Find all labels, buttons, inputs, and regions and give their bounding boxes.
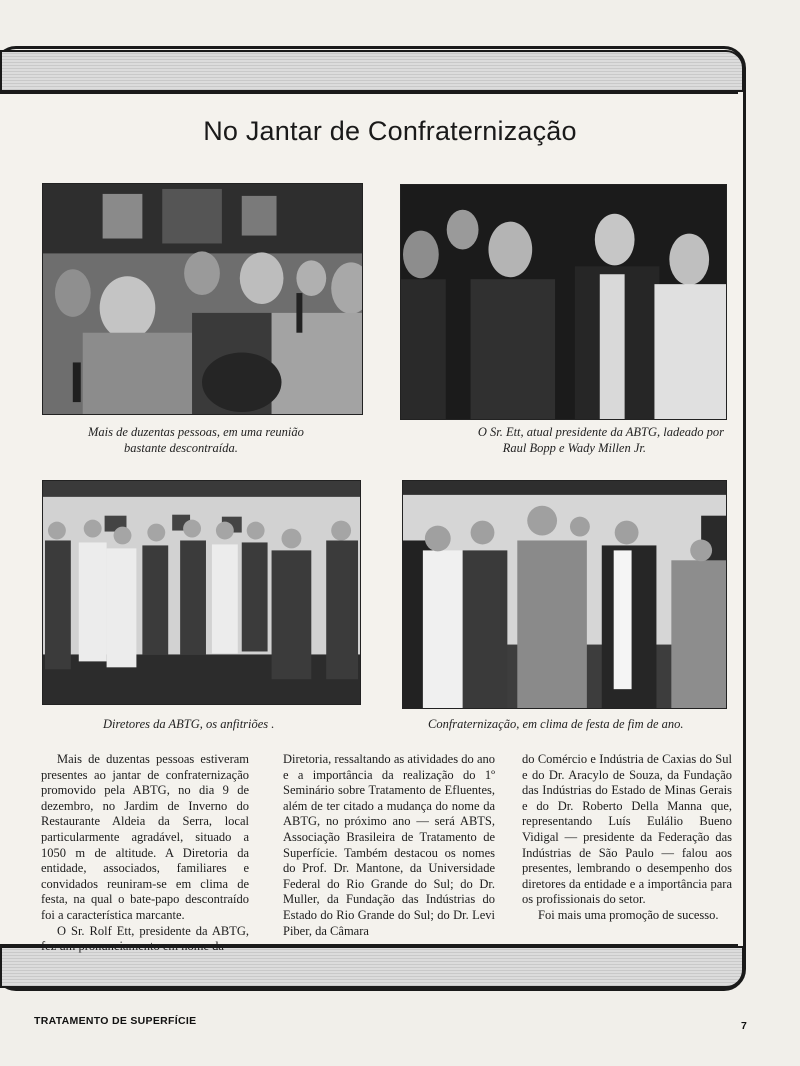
article-column-2 [283, 752, 495, 939]
photo2-caption-line2: Raul Bopp e Wady Millen Jr. [502, 441, 646, 455]
top-band-rule [0, 92, 738, 94]
col3-paragraph-2: Foi mais uma promoção de sucesso. [538, 907, 719, 922]
photo2-caption [414, 424, 724, 456]
photo-party-group [402, 480, 727, 709]
col1-paragraph-1: Mais de duzentas pessoas estiveram presentes ao jantar de confraternização promovido pela ABTG, no dia 9 de dezembro, no Jardim de Inverno do Restaurante Aldeia da Serra, local particularmente agradável, situado a 1050 m de altitude. A Diretoria da entidade, associados, familiares e convidados reuniram-se em clima de festa, na qual o bate-papo descontraído foi a característica marcante. [41, 752, 249, 922]
photo-president-ett [400, 184, 727, 420]
photo2-caption-line1: O Sr. Ett, atual presidente da ABTG, ladeado por [477, 425, 724, 439]
photo1-caption-line2: bastante descontraída. [124, 441, 238, 455]
photo-crowd-dinner [42, 183, 363, 415]
article-column-3 [522, 752, 732, 924]
footer-section-title: TRATAMENTO DE SUPERFÍCIE [34, 1015, 197, 1027]
article-column-1 [41, 752, 249, 955]
page-title: No Jantar de Confraternização [203, 116, 577, 146]
col1-paragraph-2: O Sr. Rolf Ett, presidente da ABTG, fez um pronunciamento em nome da [41, 923, 249, 954]
col2-paragraph-1: Diretoria, ressaltando as atividades do ano e a importância da realização do 1º Seminário sobre Tratamento de Efluentes, além de ter citado a mudança do nome da ABTG, no próximo ano — será ABTS, Associação Brasileira de Tratamento de Superfície. Também destacou os nomes do Prof. Dr. Mantone, da Universidade Federal do Rio Grande do Sul; do Dr. Muller, da Fundação das Indústrias do Estado do Rio Grande do Sul; do Dr. Levi Piber, da Câmara [283, 752, 495, 938]
photo-directors [42, 480, 361, 705]
photo4-caption: Confraternização, em clima de festa de fim de ano. [428, 717, 684, 731]
photo1-caption [88, 424, 338, 456]
photo1-caption-line1: Mais de duzentas pessoas, em uma reunião [88, 425, 304, 439]
col3-paragraph-1: do Comércio e Indústria de Caxias do Sul e do Dr. Aracylo de Souza, da Fundação das Indústrias do Estado de Minas Gerais e do Dr. Roberto Della Manna que, representando Luís Eulálio Bueno Vidigal — presidente da Federação das Indústrias de São Paulo — falou aos presentes, lembrando o desempenho dos diretores da entidade e a importância para os profissionais do setor. [522, 752, 732, 907]
page-number: 7 [741, 1020, 747, 1032]
top-band [0, 50, 744, 92]
photo3-caption: Diretores da ABTG, os anfitriões . [103, 717, 275, 731]
